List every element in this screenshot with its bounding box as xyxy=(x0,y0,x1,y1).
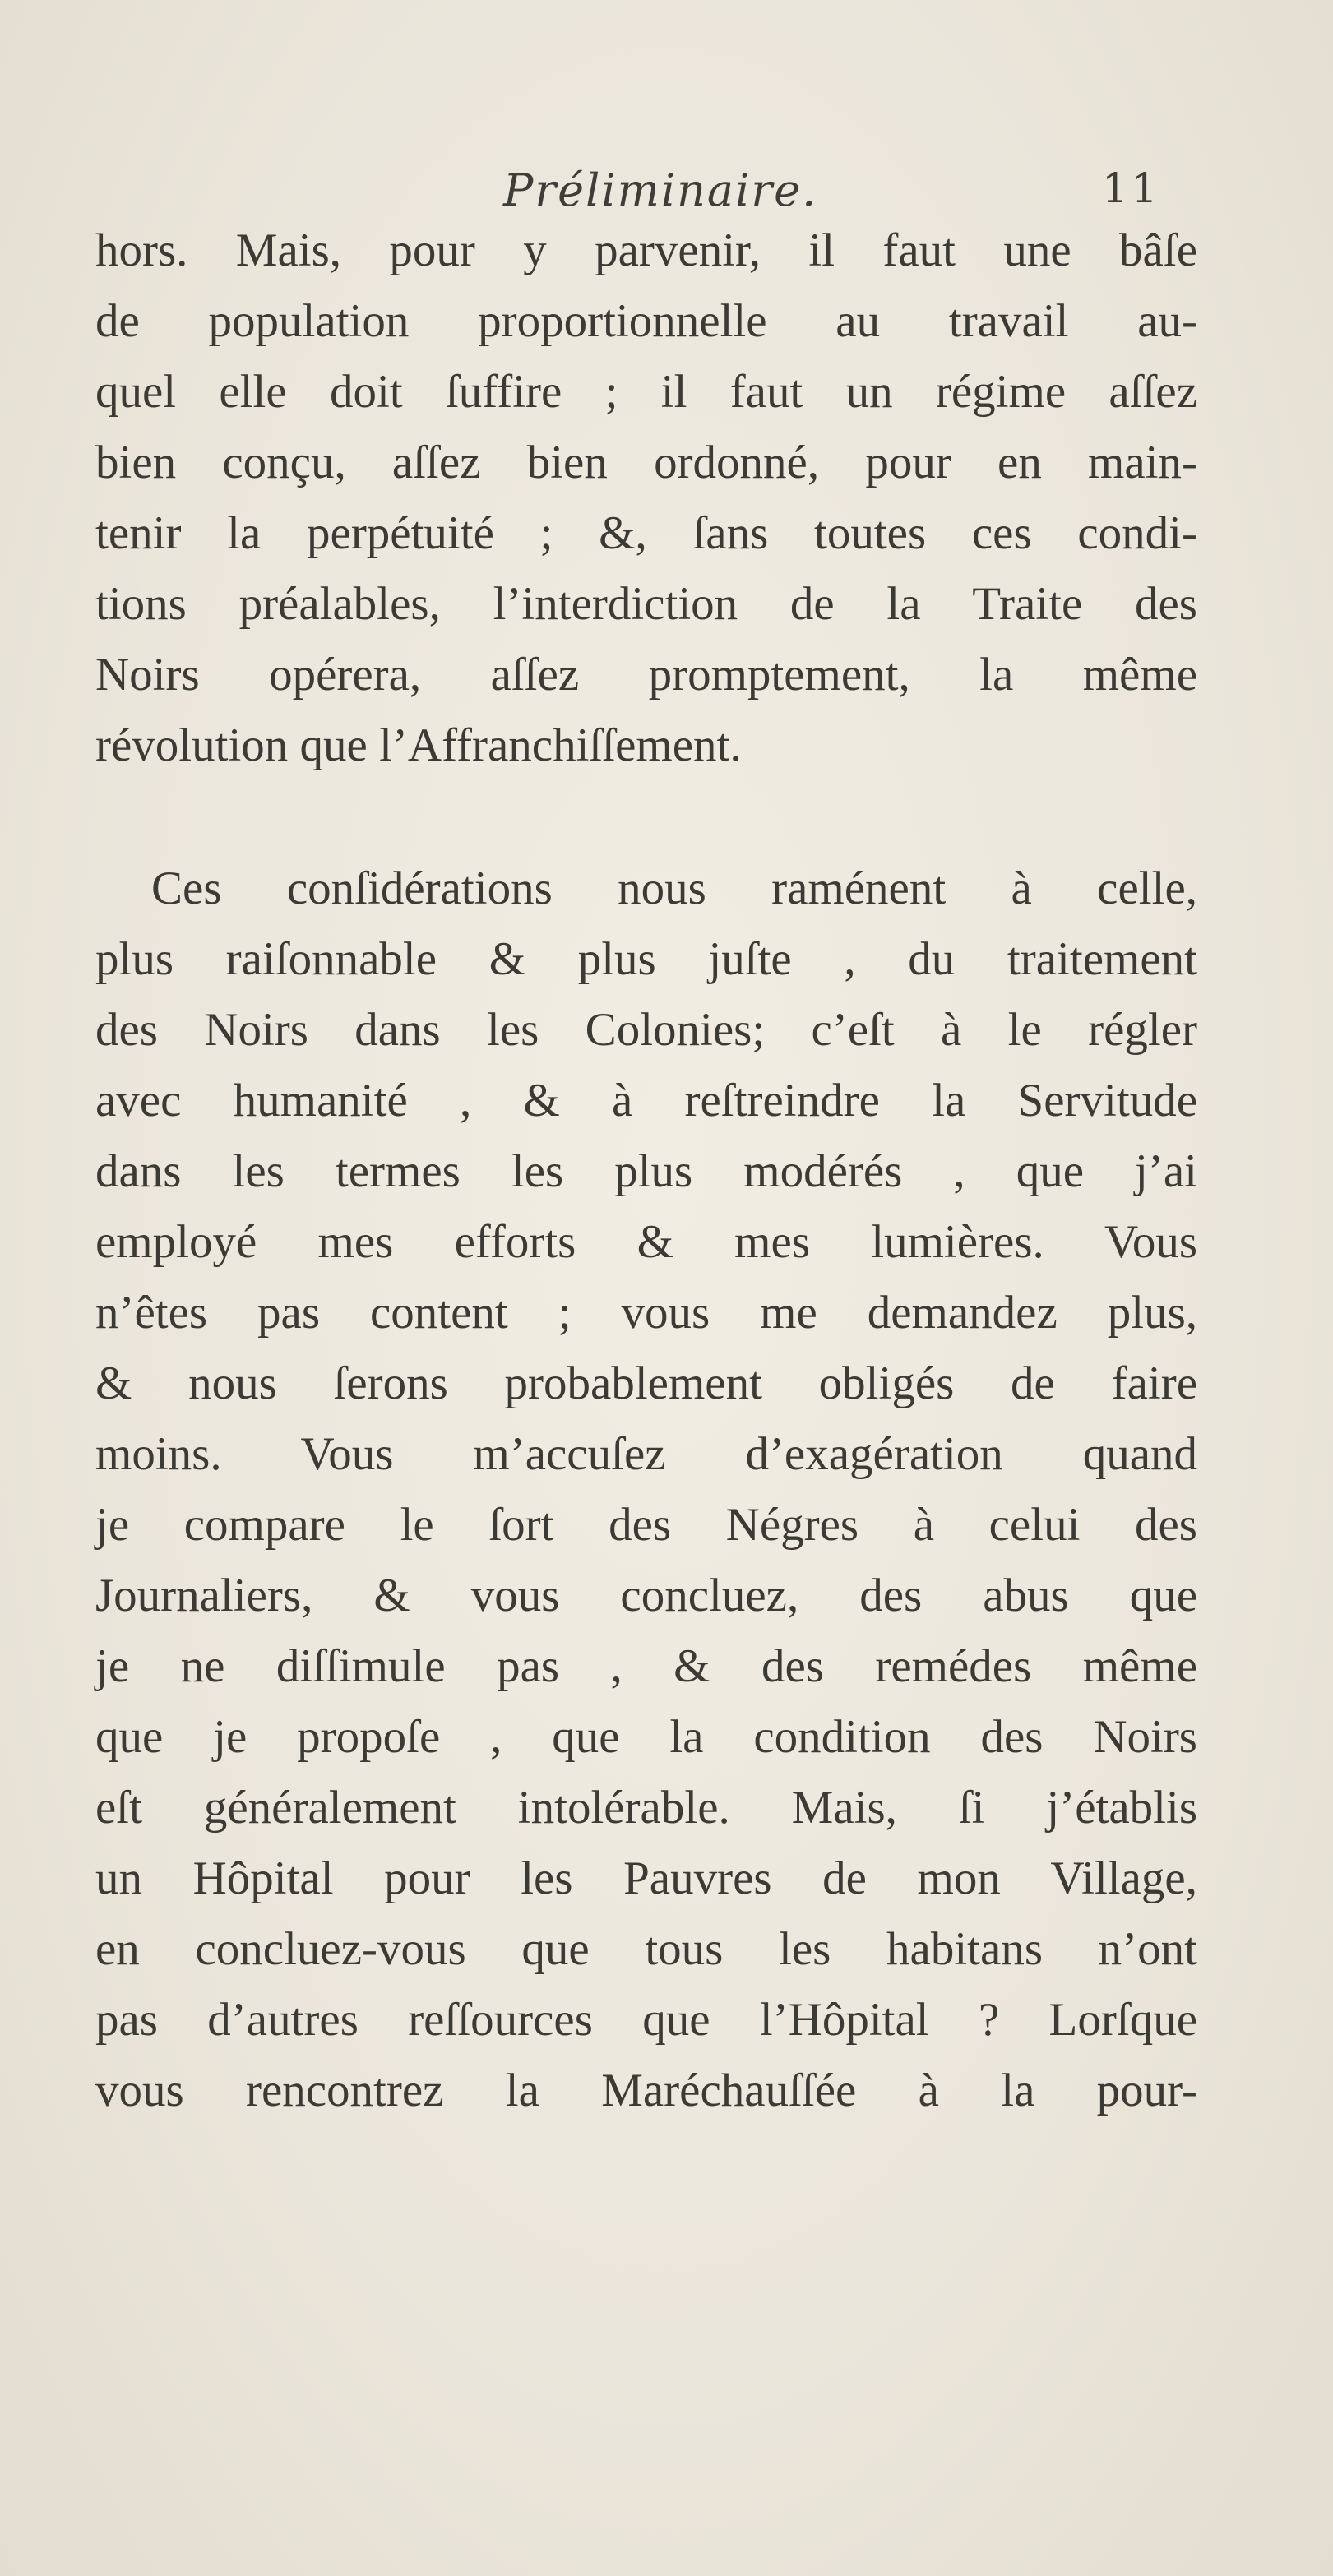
text-line: plus raiſonnable & plus juſte , du traitement xyxy=(95,933,1197,985)
text-line: hors. Mais, pour y parvenir, il faut une bâſe xyxy=(95,224,1197,276)
text-line: pas d’autres reſſources que l’Hôpital ? Lorſque xyxy=(95,1994,1197,2046)
text-line: employé mes efforts & mes lumières. Vous xyxy=(95,1216,1197,1268)
text-line: en concluez-vous que tous les habitans n’ont xyxy=(95,1923,1197,1975)
text-line: que je propoſe , que la condition des Noirs xyxy=(95,1711,1197,1763)
text-line: je compare le ſort des Négres à celui des xyxy=(95,1499,1197,1551)
text-line: vous rencontrez la Maréchauſſée à la pour- xyxy=(95,2065,1197,2116)
text-line: Noirs opérera, aſſez promptement, la même xyxy=(95,649,1197,701)
text-line: moins. Vous m’accuſez d’exagération quand xyxy=(95,1428,1197,1480)
text-line: n’êtes pas content ; vous me demandez plus, xyxy=(95,1287,1197,1339)
text-line: un Hôpital pour les Pauvres de mon Village, xyxy=(95,1852,1197,1904)
text-line: révolution que l’Affranchiſſement. xyxy=(95,719,742,771)
text-line: Journaliers, & vous concluez, des abus que xyxy=(95,1570,1197,1621)
text-line: & nous ſerons probablement obligés de faire xyxy=(95,1357,1197,1409)
paragraph-2 xyxy=(95,853,1197,2126)
text-line: bien conçu, aſſez bien ordonné, pour en main- xyxy=(95,437,1197,488)
text-line: eſt généralement intolérable. Mais, ſi j’établis xyxy=(95,1782,1197,1834)
running-head: Préliminaire. xyxy=(503,164,818,216)
text-line: tions préalables, l’interdiction de la Traite des xyxy=(95,578,1197,630)
text-line: quel elle doit ſuffire ; il faut un régime aſſez xyxy=(95,366,1197,418)
text-line: je ne diſſimule pas , & des remédes même xyxy=(95,1640,1197,1692)
page-number: 11 xyxy=(1102,164,1161,212)
text-line: tenir la perpétuité ; &, ſans toutes ces condi- xyxy=(95,507,1197,559)
text-line: de population proportionnelle au travail au- xyxy=(95,295,1197,347)
text-line: dans les termes les plus modérés , que j’ai xyxy=(95,1145,1197,1197)
paragraph-1 xyxy=(95,215,1197,781)
text-line: avec humanité , & à reſtreindre la Servitude xyxy=(95,1075,1197,1126)
text-line: des Noirs dans les Colonies; c’eſt à le régler xyxy=(95,1004,1197,1056)
text-line: Ces conſidérations nous raménent à celle, xyxy=(151,863,1197,914)
page-header xyxy=(0,164,1333,222)
